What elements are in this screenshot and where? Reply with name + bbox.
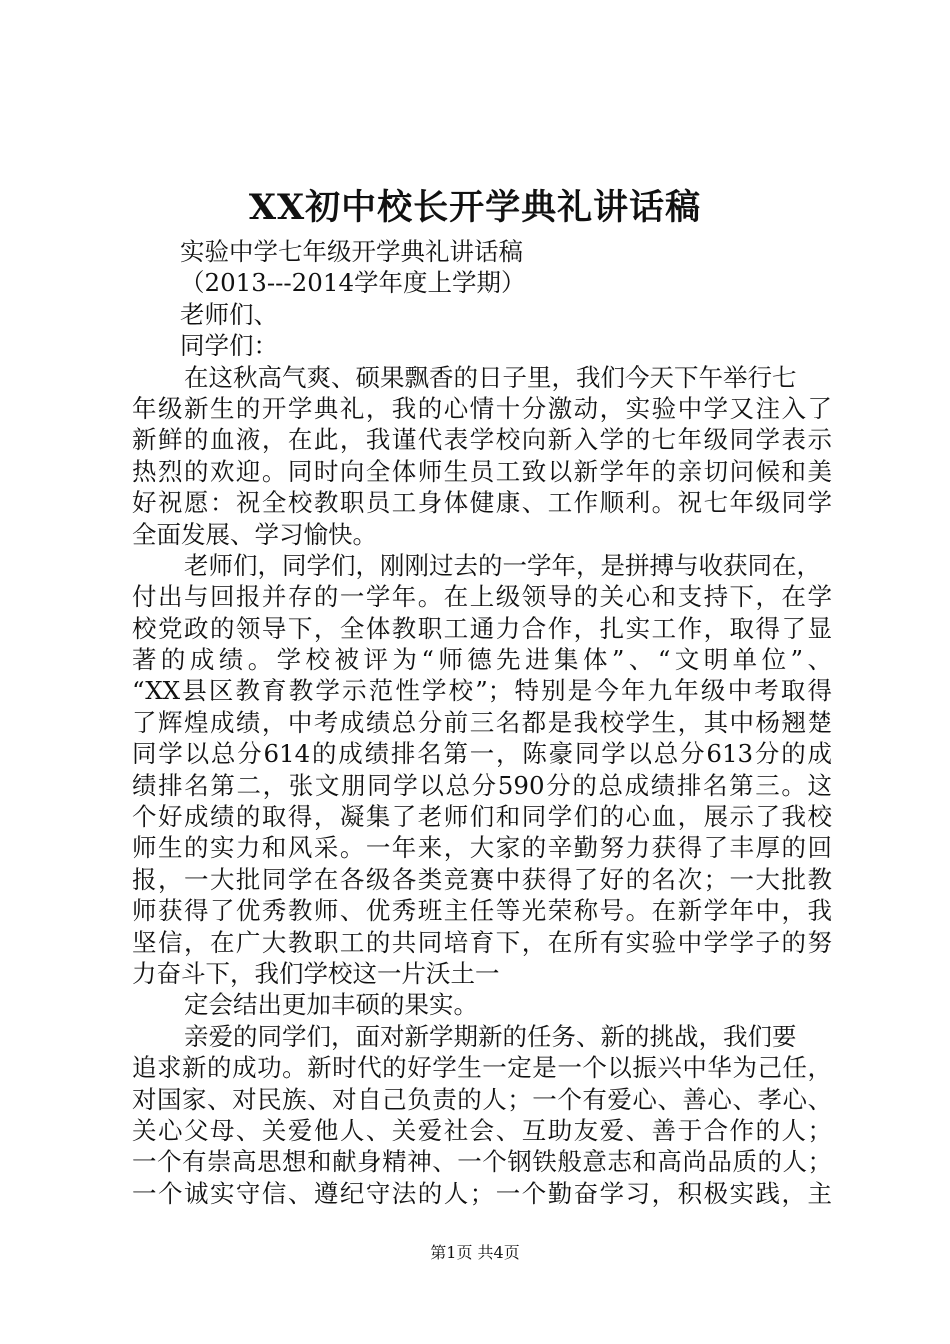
text-line: 师获得了优秀教师、优秀班主任等光荣称号。在新学年中，我 [132, 896, 832, 926]
text-line: 老师们、 [180, 299, 278, 329]
text-line: 一个诚实守信、遵纪守法的人；一个勤奋学习，积极实践，主 [132, 1178, 832, 1208]
text-line: 全面发展、学习愉快。 [132, 519, 377, 549]
document-title: XX初中校长开学典礼讲话稿 [248, 187, 702, 228]
text-line: 绩排名第二，张文朋同学以总分590分的总成绩排名第三。这 [132, 770, 832, 800]
text-line: 个好成绩的取得，凝集了老师们和同学们的心血，展示了我校 [132, 802, 832, 832]
page-footer: 第1页 共4页 [430, 1243, 520, 1262]
text-line: 著的成绩。学校被评为“师德先进集体”、“文明单位”、 [132, 645, 832, 675]
text-line: 师生的实力和风采。一年来，大家的辛勤努力获得了丰厚的回 [132, 833, 832, 863]
text-line: 一个有崇高思想和献身精神、一个钢铁般意志和高尚品质的人； [132, 1147, 832, 1177]
text-line: 热烈的欢迎。同时向全体师生员工致以新学年的亲切问候和美 [132, 456, 832, 486]
text-line: 老师们，同学们，刚刚过去的一学年，是拼搏与收获同在， [184, 550, 821, 580]
text-line: 同学以总分614的成绩排名第一，陈豪同学以总分613分的成 [132, 739, 832, 769]
document-body [132, 236, 832, 1209]
text-line: 坚信，在广大教职工的共同培育下，在所有实验中学学子的努 [132, 927, 832, 957]
text-line: 追求新的成功。新时代的好学生一定是一个以振兴中华为己任， [132, 1053, 832, 1083]
text-line: 关心父母、关爱他人、关爱社会、互助友爱、善于合作的人； [132, 1115, 832, 1145]
text-line: 新鲜的血液，在此，我谨代表学校向新入学的七年级同学表示 [132, 425, 832, 455]
text-line: “XX县区教育教学示范性学校”；特别是今年九年级中考取得 [132, 676, 832, 706]
text-line: 定会结出更加丰硕的果实。 [184, 990, 478, 1020]
text-line: 校党政的领导下，全体教职工通力合作，扎实工作，取得了显 [132, 613, 832, 643]
text-line: 实验中学七年级开学典礼讲话稿 [180, 237, 523, 266]
text-line: 好祝愿：祝全校教职员工身体健康、工作顺利。祝七年级同学 [132, 488, 832, 518]
text-line: （2013---2014学年度上学期） [180, 268, 526, 298]
text-line: 对国家、对民族、对自己负责的人；一个有爱心、善心、孝心、 [132, 1084, 832, 1114]
text-line: 付出与回报并存的一学年。在上级领导的关心和支持下，在学 [132, 582, 832, 612]
text-line: 在这秋高气爽、硕果飘香的日子里，我们今天下午举行七 [184, 362, 797, 392]
text-line: 力奋斗下，我们学校这一片沃土一 [132, 958, 500, 988]
text-line: 年级新生的开学典礼，我的心情十分激动，实验中学又注入了 [132, 393, 832, 423]
text-line: 了辉煌成绩，中考成绩总分前三名都是我校学生，其中杨翘楚 [132, 707, 832, 737]
text-line: 报，一大批同学在各级各类竞赛中获得了好的名次；一大批教 [132, 864, 832, 894]
text-line: 亲爱的同学们，面对新学期新的任务、新的挑战，我们要 [184, 1021, 797, 1051]
text-line: 同学们： [180, 331, 278, 361]
